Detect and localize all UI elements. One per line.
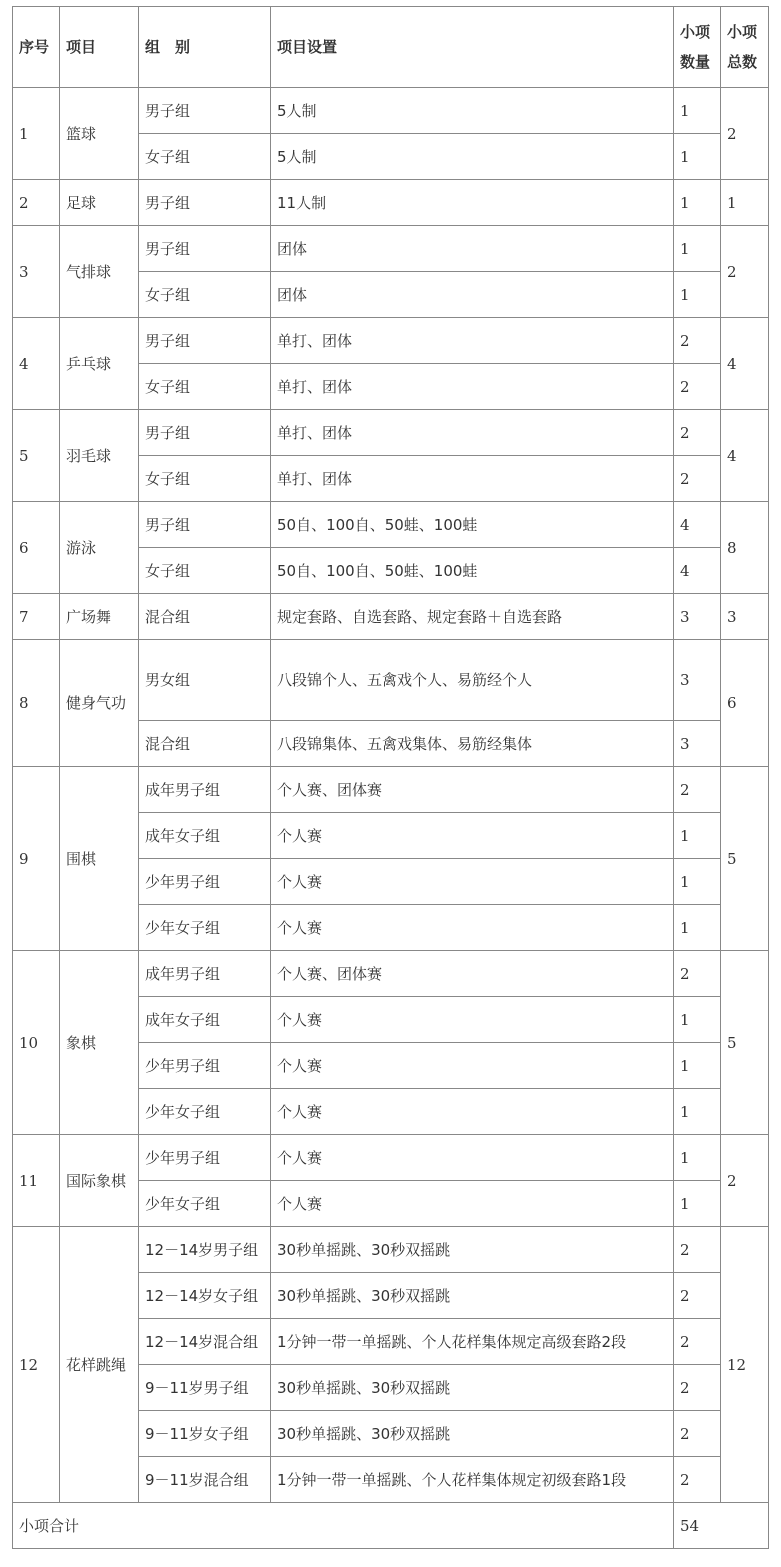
event-cell: 花样跳绳 [60, 1227, 139, 1503]
group-cell: 少年男子组 [139, 1135, 271, 1181]
event-cell: 乒乓球 [60, 318, 139, 410]
count-cell: 1 [674, 134, 721, 180]
group-cell: 9－11岁混合组 [139, 1457, 271, 1503]
count-cell: 1 [674, 1043, 721, 1089]
group-cell: 成年女子组 [139, 997, 271, 1043]
header-seq: 序号 [13, 7, 60, 88]
group-cell: 混合组 [139, 721, 271, 767]
group-cell: 12－14岁男子组 [139, 1227, 271, 1273]
total-cell: 6 [721, 640, 769, 767]
setting-cell: 八段锦个人、五禽戏个人、易筋经个人 [271, 640, 674, 721]
count-cell: 1 [674, 905, 721, 951]
footer-row [13, 1503, 769, 1549]
header-total [721, 7, 769, 88]
table-row [13, 1135, 769, 1181]
group-cell: 9－11岁男子组 [139, 1365, 271, 1411]
group-cell: 男子组 [139, 180, 271, 226]
seq-cell: 5 [13, 410, 60, 502]
group-cell: 女子组 [139, 548, 271, 594]
count-cell: 2 [674, 1457, 721, 1503]
event-cell: 气排球 [60, 226, 139, 318]
group-cell: 男女组 [139, 640, 271, 721]
group-cell: 成年男子组 [139, 951, 271, 997]
events-table [12, 6, 769, 1549]
setting-cell: 单打、团体 [271, 456, 674, 502]
table-body [13, 7, 769, 1549]
group-cell: 少年男子组 [139, 859, 271, 905]
setting-cell: 个人赛 [271, 1043, 674, 1089]
count-cell: 1 [674, 226, 721, 272]
setting-cell: 团体 [271, 226, 674, 272]
group-cell: 少年男子组 [139, 1043, 271, 1089]
count-cell: 1 [674, 180, 721, 226]
count-cell: 4 [674, 502, 721, 548]
total-cell: 2 [721, 226, 769, 318]
total-cell: 2 [721, 1135, 769, 1227]
total-cell: 2 [721, 88, 769, 180]
footer-label: 小项合计 [13, 1503, 674, 1549]
group-cell: 女子组 [139, 364, 271, 410]
setting-cell: 50自、100自、50蛙、100蛙 [271, 548, 674, 594]
table-row [13, 410, 769, 456]
seq-cell: 6 [13, 502, 60, 594]
event-cell: 游泳 [60, 502, 139, 594]
seq-cell: 4 [13, 318, 60, 410]
header-event: 项目 [60, 7, 139, 88]
total-cell: 8 [721, 502, 769, 594]
count-cell: 4 [674, 548, 721, 594]
footer-total: 54 [674, 1503, 769, 1549]
table-row [13, 1227, 769, 1273]
group-cell: 12－14岁混合组 [139, 1319, 271, 1365]
seq-cell: 9 [13, 767, 60, 951]
seq-cell: 10 [13, 951, 60, 1135]
group-cell: 少年女子组 [139, 905, 271, 951]
setting-cell: 1分钟一带一单摇跳、个人花样集体规定高级套路2段 [271, 1319, 674, 1365]
count-cell: 1 [674, 1135, 721, 1181]
group-cell: 男子组 [139, 226, 271, 272]
seq-cell: 12 [13, 1227, 60, 1503]
group-cell: 少年女子组 [139, 1181, 271, 1227]
header-group: 组 别 [139, 7, 271, 88]
count-cell: 1 [674, 1181, 721, 1227]
header-total-line1: 小项 [727, 23, 758, 41]
setting-cell: 个人赛 [271, 1089, 674, 1135]
header-count-line2: 数量 [680, 53, 711, 71]
setting-cell: 个人赛 [271, 997, 674, 1043]
total-cell: 3 [721, 594, 769, 640]
count-cell: 1 [674, 813, 721, 859]
table-row [13, 88, 769, 134]
table-row [13, 318, 769, 364]
event-cell: 象棋 [60, 951, 139, 1135]
setting-cell: 单打、团体 [271, 364, 674, 410]
setting-cell: 个人赛 [271, 1135, 674, 1181]
total-cell: 5 [721, 767, 769, 951]
count-cell: 2 [674, 1411, 721, 1457]
seq-cell: 11 [13, 1135, 60, 1227]
count-cell: 3 [674, 640, 721, 721]
group-cell: 混合组 [139, 594, 271, 640]
seq-cell: 7 [13, 594, 60, 640]
group-cell: 女子组 [139, 456, 271, 502]
event-cell: 健身气功 [60, 640, 139, 767]
setting-cell: 5人制 [271, 88, 674, 134]
count-cell: 2 [674, 318, 721, 364]
event-cell: 国际象棋 [60, 1135, 139, 1227]
setting-cell: 个人赛 [271, 905, 674, 951]
seq-cell: 8 [13, 640, 60, 767]
total-cell: 4 [721, 318, 769, 410]
total-cell: 4 [721, 410, 769, 502]
group-cell: 男子组 [139, 318, 271, 364]
group-cell: 男子组 [139, 88, 271, 134]
header-row [13, 7, 769, 88]
event-cell: 广场舞 [60, 594, 139, 640]
setting-cell: 11人制 [271, 180, 674, 226]
seq-cell: 3 [13, 226, 60, 318]
group-cell: 男子组 [139, 410, 271, 456]
setting-cell: 规定套路、自选套路、规定套路＋自选套路 [271, 594, 674, 640]
header-count-line1: 小项 [680, 23, 711, 41]
setting-cell: 单打、团体 [271, 410, 674, 456]
count-cell: 2 [674, 767, 721, 813]
header-total-line2: 总数 [727, 53, 758, 71]
setting-cell: 八段锦集体、五禽戏集体、易筋经集体 [271, 721, 674, 767]
table-row [13, 180, 769, 226]
group-cell: 12－14岁女子组 [139, 1273, 271, 1319]
total-cell: 12 [721, 1227, 769, 1503]
count-cell: 2 [674, 364, 721, 410]
table-row [13, 594, 769, 640]
count-cell: 2 [674, 1319, 721, 1365]
setting-cell: 单打、团体 [271, 318, 674, 364]
table-row [13, 502, 769, 548]
count-cell: 1 [674, 997, 721, 1043]
group-cell: 少年女子组 [139, 1089, 271, 1135]
seq-cell: 1 [13, 88, 60, 180]
setting-cell: 团体 [271, 272, 674, 318]
count-cell: 2 [674, 1227, 721, 1273]
setting-cell: 个人赛 [271, 1181, 674, 1227]
group-cell: 女子组 [139, 134, 271, 180]
event-cell: 羽毛球 [60, 410, 139, 502]
group-cell: 成年女子组 [139, 813, 271, 859]
setting-cell: 个人赛 [271, 859, 674, 905]
header-count [674, 7, 721, 88]
total-cell: 5 [721, 951, 769, 1135]
event-cell: 足球 [60, 180, 139, 226]
header-setting: 项目设置 [271, 7, 674, 88]
setting-cell: 1分钟一带一单摇跳、个人花样集体规定初级套路1段 [271, 1457, 674, 1503]
count-cell: 1 [674, 859, 721, 905]
count-cell: 1 [674, 272, 721, 318]
setting-cell: 30秒单摇跳、30秒双摇跳 [271, 1365, 674, 1411]
seq-cell: 2 [13, 180, 60, 226]
group-cell: 男子组 [139, 502, 271, 548]
count-cell: 1 [674, 1089, 721, 1135]
setting-cell: 个人赛、团体赛 [271, 951, 674, 997]
setting-cell: 30秒单摇跳、30秒双摇跳 [271, 1273, 674, 1319]
setting-cell: 30秒单摇跳、30秒双摇跳 [271, 1411, 674, 1457]
setting-cell: 30秒单摇跳、30秒双摇跳 [271, 1227, 674, 1273]
event-cell: 围棋 [60, 767, 139, 951]
setting-cell: 个人赛 [271, 813, 674, 859]
count-cell: 3 [674, 721, 721, 767]
count-cell: 2 [674, 456, 721, 502]
event-cell: 篮球 [60, 88, 139, 180]
setting-cell: 50自、100自、50蛙、100蛙 [271, 502, 674, 548]
count-cell: 2 [674, 1365, 721, 1411]
group-cell: 9－11岁女子组 [139, 1411, 271, 1457]
group-cell: 女子组 [139, 272, 271, 318]
setting-cell: 5人制 [271, 134, 674, 180]
table-row [13, 767, 769, 813]
count-cell: 2 [674, 410, 721, 456]
table-row [13, 951, 769, 997]
total-cell: 1 [721, 180, 769, 226]
count-cell: 2 [674, 951, 721, 997]
table-row [13, 226, 769, 272]
table-row [13, 640, 769, 721]
setting-cell: 个人赛、团体赛 [271, 767, 674, 813]
count-cell: 1 [674, 88, 721, 134]
count-cell: 3 [674, 594, 721, 640]
group-cell: 成年男子组 [139, 767, 271, 813]
count-cell: 2 [674, 1273, 721, 1319]
